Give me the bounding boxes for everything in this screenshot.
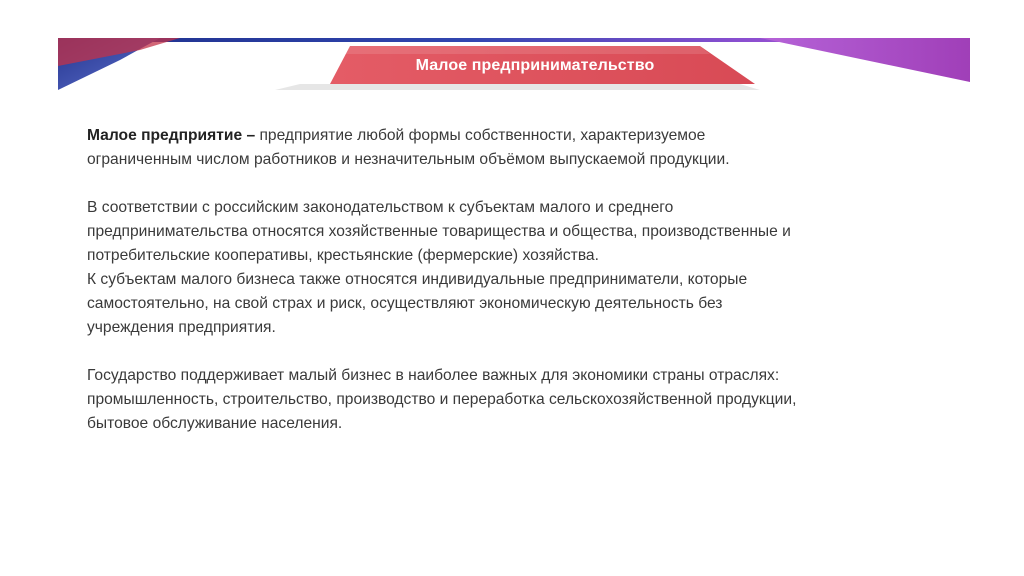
paragraph-definition bbox=[87, 124, 967, 148]
text-line: Государство поддерживает малый бизнес в наиболее важных для экономики страны отраслях: bbox=[87, 367, 780, 384]
text-line: К субъектам малого бизнеса также относятся индивидуальные предприниматели, которые bbox=[87, 271, 748, 288]
slide-title: Малое предпринимательство bbox=[415, 57, 655, 74]
term-label: Малое предприятие – bbox=[87, 127, 256, 144]
text-line: самостоятельно, на свой страх и риск, осуществляют экономическую деятельность без bbox=[87, 295, 723, 312]
right-wedge-shape bbox=[760, 38, 970, 82]
text-line: предпринимательства относятся хозяйственные товарищества и общества, производственные и bbox=[87, 223, 791, 240]
text-line: промышленность, строительство, производство и переработка сельскохозяйственной продукции, bbox=[87, 391, 797, 408]
text-line: В соответствии с российским законодательством к субъектам малого и среднего bbox=[87, 199, 674, 216]
content-body bbox=[87, 124, 967, 436]
text-line: предприятие любой формы собственности, характеризуемое bbox=[255, 127, 706, 144]
text-line: бытовое обслуживание населения. bbox=[87, 415, 343, 432]
text-line: ограниченным числом работников и незначительным объёмом выпускаемой продукции. bbox=[87, 151, 730, 168]
text-line: учреждения предприятия. bbox=[87, 319, 276, 336]
text-line: потребительские кооперативы, крестьянские (фермерские) хозяйства. bbox=[87, 247, 599, 264]
